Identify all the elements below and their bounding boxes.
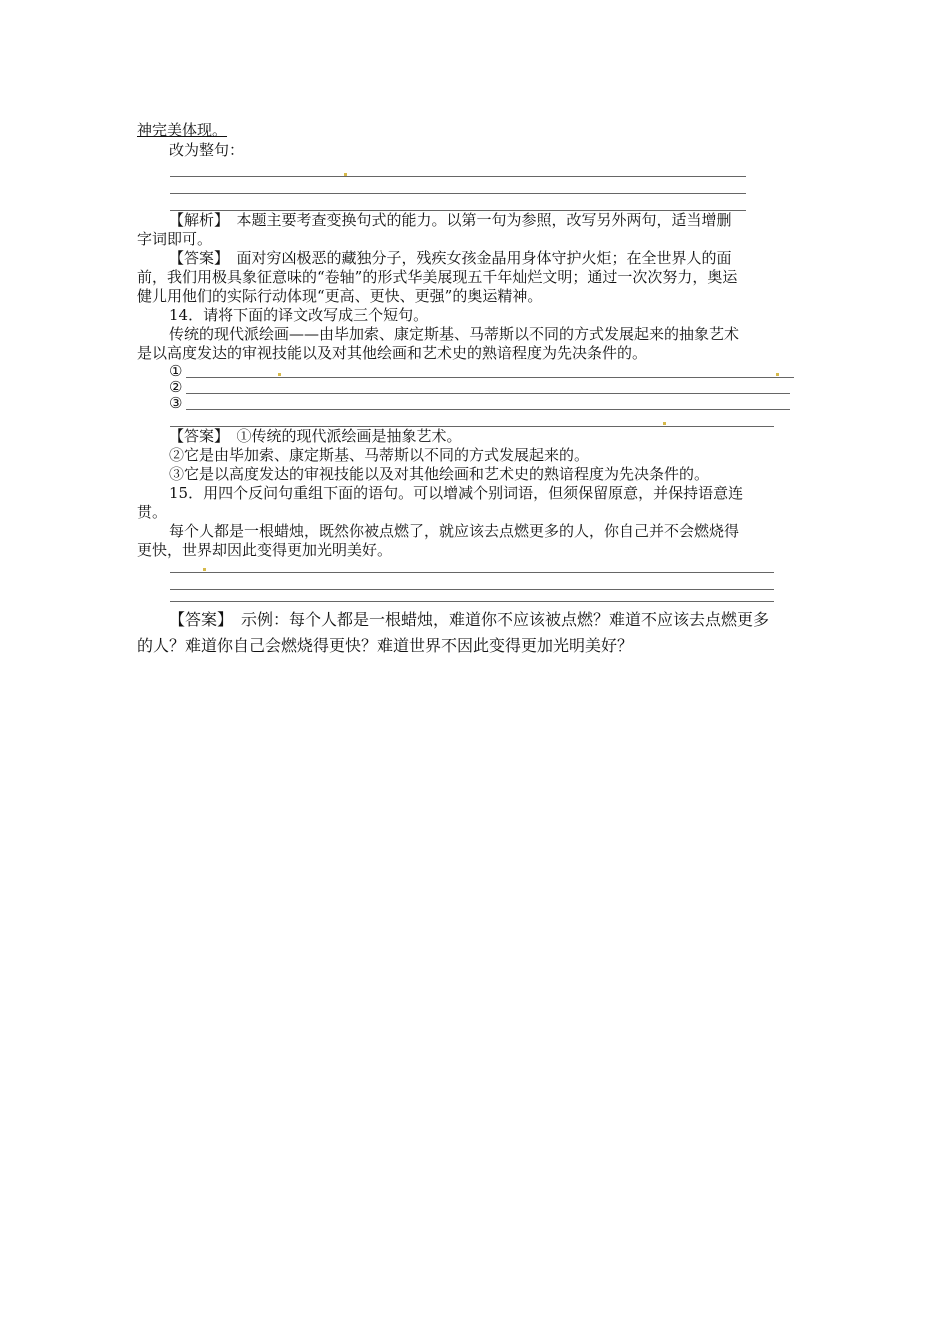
mark-dot bbox=[203, 568, 206, 571]
q13-answer-line-3: 健儿用他们的实际行动体现“更高、更快、更强”的奥运精神。 bbox=[137, 287, 543, 305]
q14-text-line-2: 是以高度发达的审视技能以及对其他绘画和艺术史的熟谙程度为先决条件的。 bbox=[137, 344, 648, 362]
q14-blank-label-3: ③ bbox=[169, 394, 183, 412]
answer-blank-line bbox=[170, 572, 774, 573]
mark-dot bbox=[344, 173, 347, 176]
q15-text-line-2: 更快，世界却因此变得更加光明美好。 bbox=[137, 541, 393, 559]
q15-question-line-2: 贯。 bbox=[137, 503, 168, 521]
q15-text-line-1: 每个人都是一根蜡烛，既然你被点燃了，就应该去点燃更多的人，你自己并不会燃烧得 bbox=[169, 522, 740, 540]
answer-blank-line bbox=[186, 409, 790, 410]
q14-question: 14．请将下面的译文改写成三个短句。 bbox=[169, 306, 429, 324]
q14-answer-line-1: 【答案】 ①传统的现代派绘画是抽象艺术。 bbox=[169, 427, 462, 445]
mark-dot bbox=[776, 373, 779, 376]
answer-blank-line bbox=[170, 193, 746, 194]
q13-answer-line-1: 【答案】 面对穷凶极恶的藏独分子，残疾女孩金晶用身体守护火炬；在全世界人的面 bbox=[169, 249, 732, 267]
mark-dot bbox=[663, 422, 666, 425]
q15-question-line-1: 15．用四个反问句重组下面的语句。可以增减个别词语，但须保留原意，并保持语意连 bbox=[169, 484, 744, 502]
q13-analysis: 【解析】 本题主要考查变换句式的能力。以第一句为参照，改写另外两句，适当增删 bbox=[169, 211, 732, 229]
q15-answer-line-1: 【答案】 示例：每个人都是一根蜡烛，难道你不应该被点燃？难道不应该去点燃更多 bbox=[169, 610, 770, 629]
q15-answer-line-2: 的人？难道你自己会燃烧得更快？难道世界不因此变得更加光明美好？ bbox=[137, 636, 634, 655]
q14-blank-label-2: ② bbox=[169, 378, 183, 396]
answer-blank-line bbox=[170, 176, 746, 177]
q13-prompt: 改为整句： bbox=[169, 141, 245, 159]
q14-text-line-1: 传统的现代派绘画——由毕加索、康定斯基、马蒂斯以不同的方式发展起来的抽象艺术 bbox=[169, 325, 740, 343]
answer-blank-line bbox=[170, 589, 774, 590]
q13-analysis-cont: 字词即可。 bbox=[137, 230, 213, 248]
q14-answer-line-3: ③它是以高度发达的审视技能以及对其他绘画和艺术史的熟谙程度为先决条件的。 bbox=[169, 465, 710, 483]
mark-dot bbox=[278, 373, 281, 376]
q13-tail: 神完美体现。 bbox=[137, 121, 228, 139]
q13-answer-line-2: 前，我们用极具象征意味的“卷轴”的形式华美展现五千年灿烂文明；通过一次次努力，奥运 bbox=[137, 268, 738, 286]
q14-answer-line-2: ②它是由毕加索、康定斯基、马蒂斯以不同的方式发展起来的。 bbox=[169, 446, 590, 464]
q14-blank-label-1: ① bbox=[169, 362, 183, 380]
answer-blank-line bbox=[170, 601, 774, 602]
